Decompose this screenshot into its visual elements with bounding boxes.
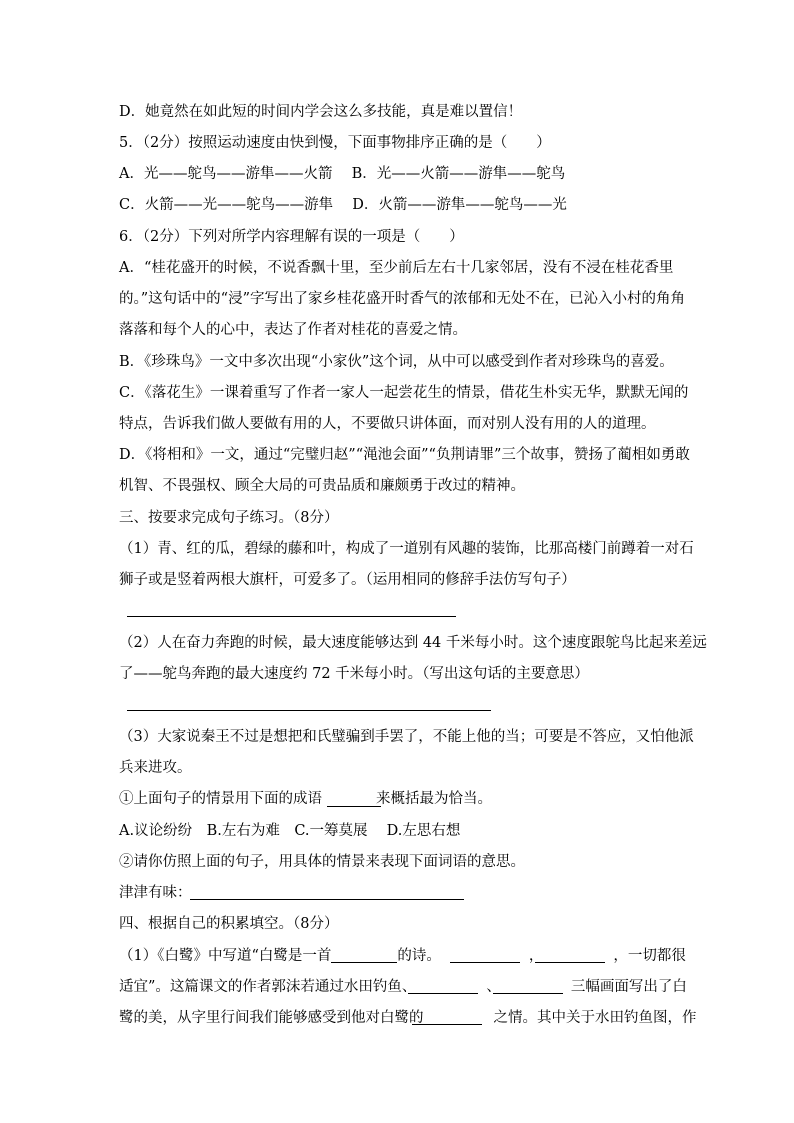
section-3-q3-sub2: ②请你仿照上面的句子，用具体的情景来表现下面词语的意思。 — [119, 854, 525, 870]
section-4-q1-line-3 — [119, 1008, 697, 1028]
baillu-prefix: （1）《白鹭》中写道“白鹭是一首 — [119, 948, 332, 964]
section-3-q3-idiom-options: A.议论纷纷 B.左右为难 C.一筹莫展 D.左思右想 — [119, 823, 461, 839]
section-3-q3-sub1 — [119, 789, 492, 809]
question-5-options-cd: C．火箭——光——鸵鸟——游隼 D．火箭——游隼——鸵鸟——光 — [119, 197, 567, 213]
underline-feeling — [412, 1024, 482, 1025]
section-3-q3-line-2: 兵来进攻。 — [119, 760, 192, 776]
section-3-q2-line-1: （2）人在奋力奔跑的时候，最大速度能够达到 44 千米每小时。这个速度跟鸵鸟比起来差远 — [119, 635, 707, 651]
section-3-heading: 三、按要求完成句子练习。（8分） — [119, 510, 339, 526]
underline-quote-1 — [450, 962, 520, 963]
baillu-poem-suffix: 的诗。 — [397, 948, 441, 964]
sub1-prefix: ①上面句子的情景用下面的成语 — [119, 791, 322, 807]
section-4-q1-line-1 — [119, 946, 686, 966]
underline-scene-3 — [493, 993, 563, 994]
jinjinyouwei-label: 津津有味： — [119, 885, 192, 901]
question-6-option-a-line-2: 的。”这句话中的“浸”字写出了家乡桂花盛开时香气的浓郁和无处不在，已沁入小村的角角 — [119, 291, 685, 307]
question-6-option-a-line-1: A．“桂花盛开的时候，不说香飘十里，至少前后左右十几家邻居，没有不浸在桂花香里 — [119, 260, 674, 276]
section-3-q1-line-1: （1）青、红的瓜，碧绿的藤和叶，构成了一道别有风趣的装饰，比那高楼门前蹲着一对石 — [119, 541, 694, 557]
section-4-q1-line-2 — [119, 977, 687, 997]
answer-blank-q1[interactable] — [127, 616, 456, 617]
sub1-suffix: 来概括最为恰当。 — [376, 791, 492, 807]
question-6-option-d-line-1: D．《将相和》一文，通过“完璧归赵”“渑池会面”“负荆请罪”三个故事，赞扬了蔺相如勇敢 — [119, 447, 690, 463]
enumeration-comma: 、 — [486, 979, 501, 995]
answer-blank-jinjinyouwei[interactable] — [190, 899, 464, 900]
feeling-sentence-suffix: 之情。其中关于水田钓鱼图，作 — [493, 1010, 697, 1026]
underline-quote-2 — [535, 962, 605, 963]
baillu-quote-tail: ，一切都很 — [613, 948, 686, 964]
idiom-blank-underline — [327, 806, 381, 807]
section-4-heading: 四、根据自己的积累填空。（8分） — [119, 916, 339, 932]
question-5-stem: 5．（2分）按照运动速度由快到慢，下面事物排序正确的是（ ） — [119, 135, 551, 151]
question-6-option-b: B．《珍珠鸟》一文中多次出现“小家伙”这个词，从中可以感受到作者对珍珠鸟的喜爱。 — [119, 354, 674, 370]
feeling-sentence-prefix: 鹭的美，从字里行间我们能够感受到他对白鹭的 — [119, 1010, 424, 1026]
section-3-q2-line-2: 了——鸵鸟奔跑的最大速度约 72 千米每小时。（写出这句话的主要意思） — [119, 666, 589, 682]
underline-scene-2 — [408, 993, 478, 994]
question-5-options-ab: A．光——鸵鸟——游隼——火箭 B．光——火箭——游隼——鸵鸟 — [119, 166, 566, 182]
comma-separator: ， — [528, 948, 544, 964]
question-6-option-d-line-2: 机智、不畏强权、顾全大局的可贵品质和廉颇勇于改过的精神。 — [119, 478, 525, 494]
section-3-q3-line-1: （3）大家说秦王不过是想把和氏璧骗到手罢了，不能上他的当；可要是不答应，又怕他派 — [119, 729, 694, 745]
question-6-option-a-line-3: 落落和每个人的心中，表达了作者对桂花的喜爱之情。 — [119, 322, 467, 338]
underline-poem-type — [331, 962, 397, 963]
author-sentence-suffix: 三幅画面写出了白 — [570, 979, 687, 995]
question-6-stem: 6．（2分）下列对所学内容理解有误的一项是（ ） — [119, 229, 464, 245]
section-3-q1-line-2: 狮子或是竖着两根大旗杆，可爱多了。（运用相同的修辞手法仿写句子） — [119, 572, 576, 588]
question-6-option-c-line-1: C．《落花生》一课着重写了作者一家人一起尝花生的情景，借花生朴实无华，默默无闻的 — [119, 385, 689, 401]
question-6-option-c-line-2: 特点，告诉我们做人要做有用的人，不要做只讲体面，而对别人没有用的人的道理。 — [119, 416, 656, 432]
author-sentence-prefix: 适宜”。这篇课文的作者郭沫若通过水田钓鱼、 — [119, 979, 417, 995]
question-4-option-d: D．她竟然在如此短的时间内学会这么多技能，真是难以置信！ — [119, 104, 523, 120]
answer-blank-q2[interactable] — [127, 710, 491, 711]
